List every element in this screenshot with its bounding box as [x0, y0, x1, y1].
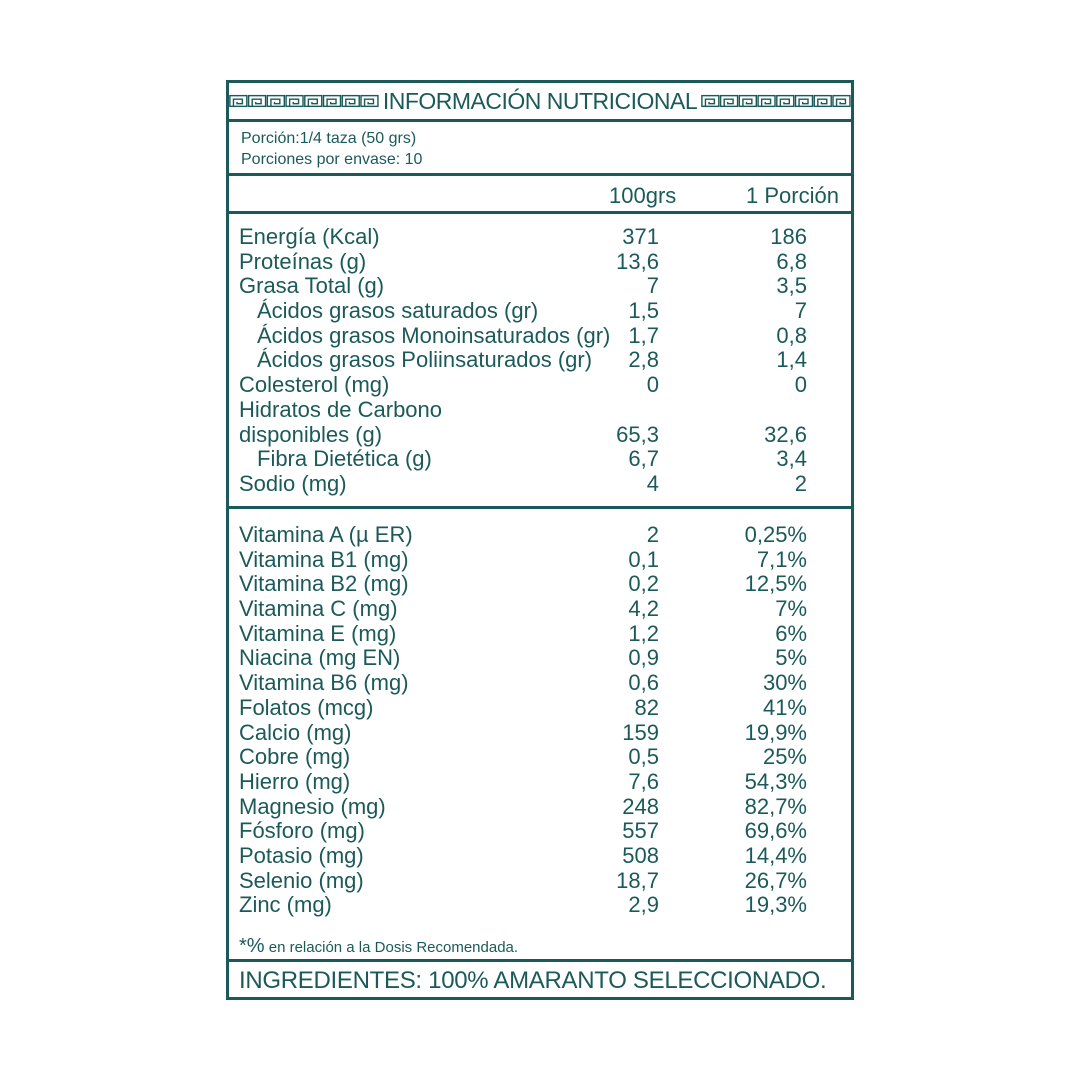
divider — [229, 173, 851, 176]
value-per-100g: 2,9 — [628, 892, 659, 918]
value-per-portion: 1,4 — [776, 347, 807, 373]
value-per-100g: 7,6 — [628, 768, 659, 794]
nutrient-name: Vitamina B1 (mg) — [239, 546, 409, 572]
value-per-portion: 186 — [770, 224, 807, 249]
value-per-100g: 2,8 — [628, 347, 659, 373]
nutrient-name: Vitamina B6 (mg) — [239, 670, 409, 696]
value-per-100g: 7 — [646, 273, 659, 299]
nutrient-name: Grasa Total (g) — [239, 273, 385, 299]
label-header — [229, 83, 851, 119]
portions-per-container: Porciones por envase: 10 — [241, 151, 423, 168]
nutrient-name: Selenio (mg) — [239, 867, 364, 893]
value-per-portion: 14,4% — [744, 842, 807, 868]
value-per-100g: 159 — [622, 719, 659, 745]
value-per-portion: 19,3% — [744, 892, 807, 918]
vitamin-row — [229, 597, 851, 622]
value-per-portion: 69,6% — [744, 818, 807, 844]
vitamin-table — [229, 523, 851, 918]
value-per-portion: 0 — [794, 372, 807, 398]
nutrient-row — [229, 274, 851, 299]
nutrient-name: Colesterol (mg) — [239, 372, 390, 398]
value-per-100g: 4,2 — [628, 596, 659, 622]
divider — [229, 506, 851, 509]
value-per-portion: 6% — [775, 620, 807, 646]
value-per-portion: 12,5% — [744, 571, 807, 597]
vitamin-row — [229, 819, 851, 844]
value-per-100g: 18,7 — [616, 867, 659, 893]
value-per-portion: 0,8 — [776, 322, 807, 348]
nutrient-row — [229, 472, 851, 497]
value-per-100g: 82 — [634, 694, 659, 720]
vitamin-row — [229, 523, 851, 548]
value-per-100g: 508 — [622, 842, 659, 868]
footnote-asterisk: *% — [239, 935, 265, 957]
nutrient-name: Sodio (mg) — [239, 470, 347, 496]
value-per-100g: 2 — [646, 522, 659, 547]
value-per-100g: 6,7 — [628, 446, 659, 472]
value-per-portion: 25% — [762, 744, 807, 770]
nutrient-name: Ácidos grasos Poliinsaturados (gr) — [257, 347, 593, 373]
value-per-portion: 19,9% — [744, 719, 807, 745]
nutrient-table — [229, 225, 851, 497]
nutrient-row — [229, 398, 851, 423]
ingredients: INGREDIENTES: 100% AMARANTO SELECCIONADO. — [239, 967, 827, 994]
value-per-100g: 371 — [622, 224, 659, 249]
vitamin-row — [229, 844, 851, 869]
value-per-100g: 65,3 — [616, 421, 659, 447]
value-per-portion: 2 — [794, 470, 807, 496]
vitamin-row — [229, 548, 851, 573]
nutrient-name: disponibles (g) — [239, 421, 383, 447]
nutrient-name: Vitamina A (µ ER) — [239, 522, 413, 547]
nutrient-name: Magnesio (mg) — [239, 793, 386, 819]
greek-key-border-left-icon — [229, 94, 379, 108]
value-per-100g: 13,6 — [616, 248, 659, 274]
value-per-100g: 0 — [646, 372, 659, 398]
value-per-100g: 4 — [646, 470, 659, 496]
footnote — [229, 935, 851, 957]
nutrition-facts-label — [226, 80, 854, 1000]
vitamin-row — [229, 795, 851, 820]
nutrient-name: Hidratos de Carbono — [239, 396, 443, 422]
nutrient-name: Calcio (mg) — [239, 719, 352, 745]
nutrient-name: Potasio (mg) — [239, 842, 364, 868]
value-per-portion: 0,25% — [744, 522, 807, 547]
value-per-portion: 5% — [775, 645, 807, 671]
nutrient-name: Fibra Dietética (g) — [257, 446, 432, 472]
value-per-portion: 32,6 — [764, 421, 807, 447]
nutrient-row — [229, 324, 851, 349]
nutrient-name: Energía (Kcal) — [239, 224, 380, 249]
nutrient-name: Zinc (mg) — [239, 892, 332, 918]
vitamin-row — [229, 572, 851, 597]
value-per-portion: 3,5 — [776, 273, 807, 299]
nutrient-row — [229, 299, 851, 324]
nutrient-name: Vitamina E (mg) — [239, 620, 397, 646]
vitamin-row — [229, 696, 851, 721]
nutrient-name: Vitamina C (mg) — [239, 596, 398, 622]
value-per-100g: 0,2 — [628, 571, 659, 597]
vitamin-row — [229, 770, 851, 795]
vitamin-row — [229, 646, 851, 671]
nutrient-name: Ácidos grasos saturados (gr) — [257, 298, 539, 324]
vitamin-row — [229, 893, 851, 918]
nutrient-row — [229, 225, 851, 250]
nutrient-row — [229, 348, 851, 373]
column-portion: 1 Porción — [746, 183, 839, 208]
value-per-100g: 0,1 — [628, 546, 659, 572]
nutrient-row — [229, 423, 851, 448]
nutrient-name: Vitamina B2 (mg) — [239, 571, 409, 597]
value-per-100g: 248 — [622, 793, 659, 819]
column-100g: 100grs — [609, 183, 677, 208]
value-per-100g: 1,7 — [628, 322, 659, 348]
footnote-text: en relación a la Dosis Recomendada. — [264, 939, 519, 956]
column-header — [229, 179, 851, 215]
vitamin-row — [229, 622, 851, 647]
divider — [229, 959, 851, 962]
vitamin-row — [229, 721, 851, 746]
vitamin-row — [229, 745, 851, 770]
value-per-portion: 30% — [762, 670, 807, 696]
nutrient-name: Cobre (mg) — [239, 744, 351, 770]
value-per-portion: 3,4 — [776, 446, 807, 472]
nutrient-name: Fósforo (mg) — [239, 818, 365, 844]
portion-size: Porción:1/4 taza (50 grs) — [241, 130, 417, 147]
nutrient-name: Proteínas (g) — [239, 248, 367, 274]
value-per-100g: 0,6 — [628, 670, 659, 696]
vitamin-row — [229, 869, 851, 894]
value-per-portion: 7,1% — [756, 546, 807, 572]
value-per-portion: 6,8 — [776, 248, 807, 274]
value-per-portion: 7 — [794, 298, 807, 324]
nutrient-name: Folatos (mcg) — [239, 694, 374, 720]
label-title: INFORMACIÓN NUTRICIONAL — [382, 87, 698, 114]
nutrient-name: Hierro (mg) — [239, 768, 351, 794]
divider — [229, 119, 851, 122]
greek-key-border-right-icon — [701, 94, 851, 108]
value-per-portion: 82,7% — [744, 793, 807, 819]
value-per-portion: 54,3% — [744, 768, 807, 794]
nutrient-name: Niacina (mg EN) — [239, 645, 401, 671]
nutrient-row — [229, 373, 851, 398]
nutrient-row — [229, 447, 851, 472]
value-per-portion: 7% — [775, 596, 807, 622]
value-per-100g: 0,5 — [628, 744, 659, 770]
value-per-portion: 26,7% — [744, 867, 807, 893]
nutrient-row — [229, 250, 851, 275]
portion-info — [229, 125, 851, 173]
divider — [229, 211, 851, 214]
value-per-100g: 557 — [622, 818, 659, 844]
vitamin-row — [229, 671, 851, 696]
value-per-100g: 1,2 — [628, 620, 659, 646]
value-per-100g: 0,9 — [628, 645, 659, 671]
value-per-100g: 1,5 — [628, 298, 659, 324]
value-per-portion: 41% — [762, 694, 807, 720]
nutrient-name: Ácidos grasos Monoinsaturados (gr) — [257, 322, 611, 348]
